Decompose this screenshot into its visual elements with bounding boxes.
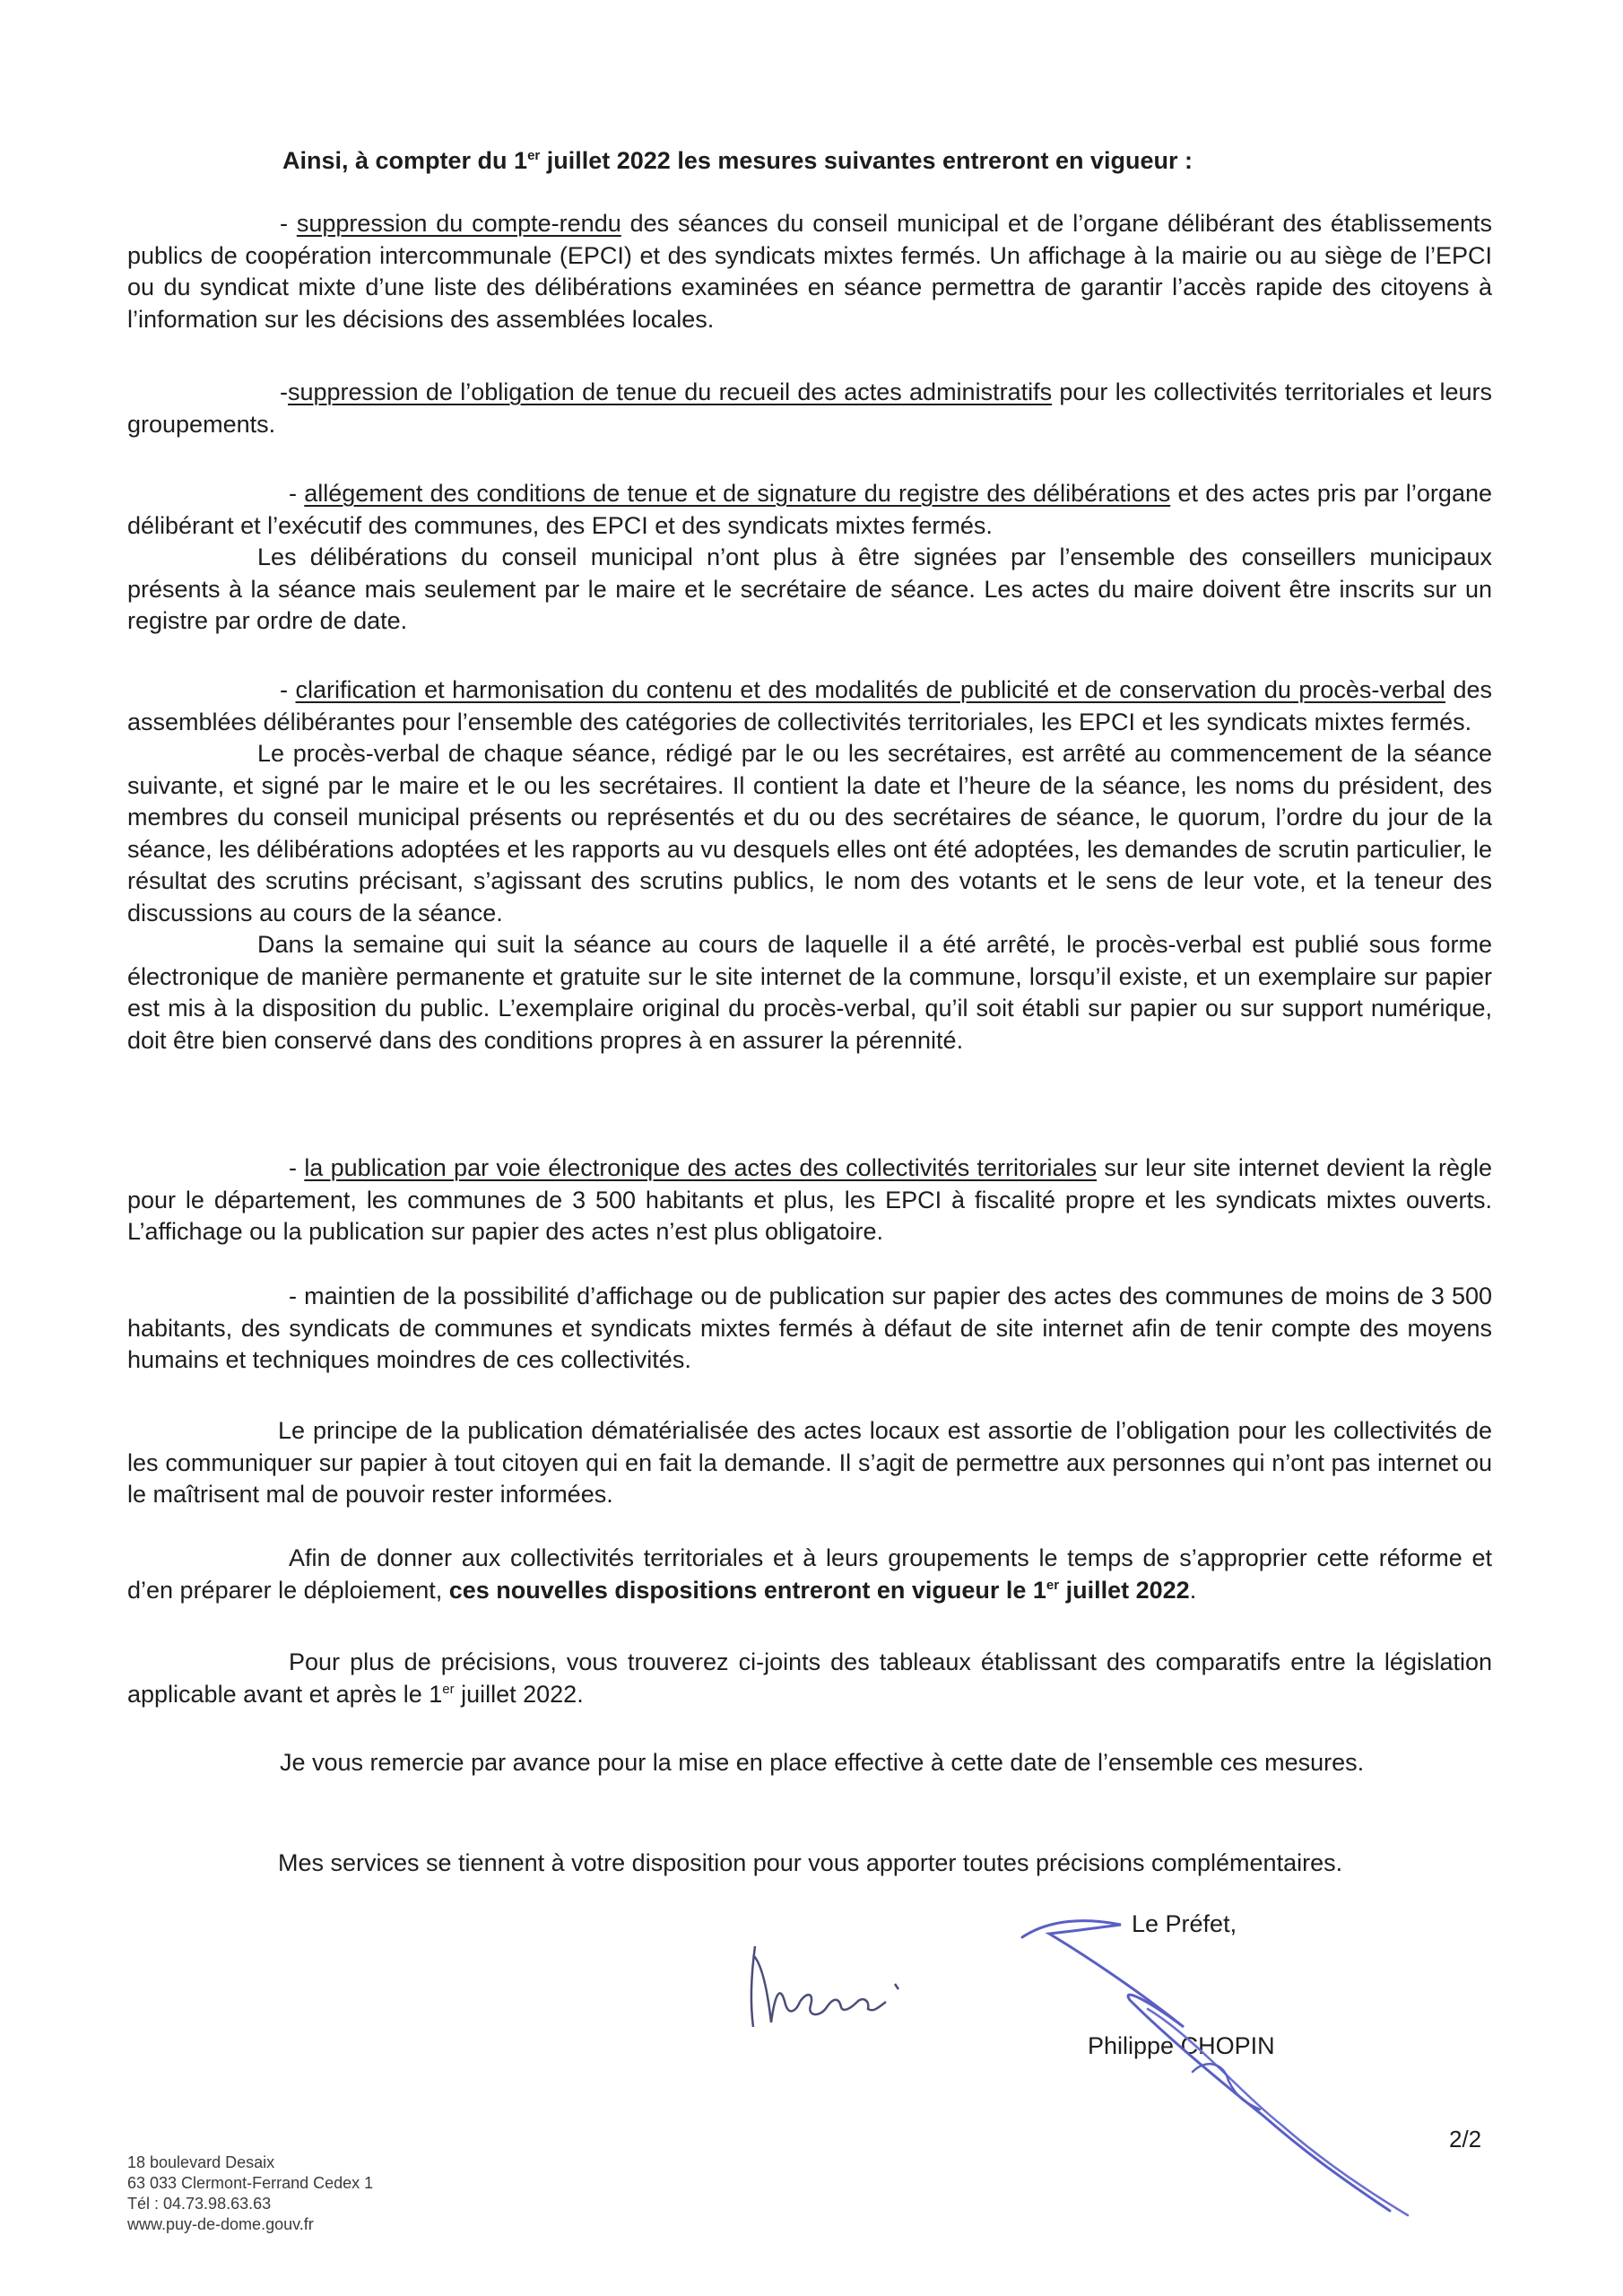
footer-website-link[interactable]: www.puy-de-dome.gouv.fr [127,2215,314,2233]
heading-text: Ainsi, à compter du 1 [282,147,528,174]
measure-title: clarification et harmonisation du contenu et des modalités de publicité et de conservation du procès-verbal [295,676,1445,703]
handwritten-note-merci [744,1919,924,2036]
measure-item-2: -suppression de l’obligation de tenue du recueil des actes administratifs pour les collectivités territoriales et leurs groupements. [127,378,1492,438]
heading-text-end: juillet 2022 les mesures suivantes entreront en vigueur : [540,147,1193,174]
services-paragraph: Mes services se tiennent à votre disposition pour vous apporter toutes précisions complémentaires. [278,1849,1343,1876]
principle-paragraph: Le principe de la publication dématérialisée des actes locaux est assortie de l’obligation pour les collectivités de les communiquer sur papier à tout citoyen qui en fait la demande. Il s’agit de permettre aux personnes qui n’ont pas internet ou le maîtrisent mal de pouvoir rester informées. [127,1417,1492,1508]
measure-item-1: - suppression du compte-rendu des séances du conseil municipal et de l’organe délibérant des établissements publics de coopération intercommunale (EPCI) et des syndicats mixtes fermés. Un affichage à la mairie ou au siège de l’EPCI ou du syndicat mixte d’une liste des délibérations examinées en séance permettra de garantir l’accès rapide des citoyens à l’information sur les décisions des assemblées locales. [127,210,1492,333]
footer-address-line: 18 boulevard Desaix [127,2153,275,2171]
footer-city-line: 63 033 Clermont-Ferrand Cedex 1 [127,2174,374,2192]
signatory-name: Philippe CHOPIN [1088,2032,1275,2059]
measure-item-3: - allégement des conditions de tenue et de signature du registre des délibérations et des actes pris par l’organe délibérant et l’exécutif des communes, des EPCI et des syndicats mixtes fermés. Les délibérations du conseil municipal n’ont plus à être signées par l’ensemble des conseillers municipaux présents à la séance mais seulement par le maire et le secrétaire de séance. Les actes du maire doivent être inscrits sur un registre par ordre de date. [127,480,1492,634]
address-footer [127,2152,373,2235]
thanks-paragraph: Je vous remercie par avance pour la mise en place effective à cette date de l’ensemble ces mesures. [280,1749,1365,1776]
measure-title: suppression du compte-rendu [296,210,621,237]
measure-item-6: - maintien de la possibilité d’affichage ou de publication sur papier des actes des communes de moins de 3 500 habitants, des syndicats de communes et syndicats mixtes fermés à défaut de site internet afin de tenir compte des moyens humains et techniques moindres de ces collectivités. [127,1283,1493,1373]
measure-title: la publication par voie électronique des actes des collectivités territoriales [304,1154,1098,1181]
prefect-signature [1013,1901,1462,2224]
measure-title: allégement des conditions de tenue et de signature du registre des délibérations [304,480,1171,507]
measure-item-4: - clarification et harmonisation du contenu et des modalités de publicité et de conservation du procès-verbal des assemblées délibérantes pour l’ensemble des catégories de collectivités territoriales, les EPCI et les syndicats mixtes fermés. Le procès-verbal de chaque séance, rédigé par le ou les secrétaires, est arrêté au commencement de la séance suivante, et signé par le maire et le ou les secrétaires. Il contient la date et l’heure de la séance, les noms du président, des membres du conseil municipal présents ou représentés et du ou des secrétaires de séance, le quorum, l’ordre du jour de la séance, les délibérations adoptées et les rapports au vu desquels elles ont été adoptées, les demandes de scrutin particulier, le résultat des scrutins précisant, s’agissant des scrutins publics, le nom des votants et le sens de leur vote, et la teneur des discussions au cours de la séance. Dans la semaine qui suit la séance au cours de laquelle il a été arrêté, le procès-verbal est publié sous forme électronique de manière permanente et gratuite sur le site internet de la commune, lorsqu’il existe, et un exemplaire sur papier est mis à la disposition du public. L’exemplaire original du procès-verbal, qu’il soit établi sur papier ou sur support numérique, doit être bien conservé dans des conditions propres à en assurer la pérennité. [127,676,1492,1054]
section-heading [282,147,1448,175]
heading-sup: er [527,148,541,163]
precisions-paragraph: Pour plus de précisions, vous trouverez ci-joints des tableaux établissant des comparatifs entre la législation applicable avant et après le 1er juillet 2022. [127,1648,1492,1708]
page-number: 2/2 [1449,2126,1482,2152]
measure-item-5: - la publication par voie électronique des actes des collectivités territoriales sur leur site internet devient la règle pour le département, les communes de 3 500 habitants et plus, les EPCI à fiscalité propre et les syndicats mixtes ouverts. L’affichage ou la publication sur papier des actes n’est plus obligatoire. [127,1154,1492,1245]
entry-into-force-paragraph: Afin de donner aux collectivités territoriales et à leurs groupements le temps de s’approprier cette réforme et d’en préparer le déploiement, ces nouvelles dispositions entreront en vigueur le 1er juillet 2022. [127,1544,1492,1604]
signature-title: Le Préfet, [1132,1910,1237,1937]
measure-title: suppression de l’obligation de tenue du recueil des actes administratifs [288,378,1053,405]
footer-phone-line: Tél : 04.73.98.63.63 [127,2195,272,2213]
